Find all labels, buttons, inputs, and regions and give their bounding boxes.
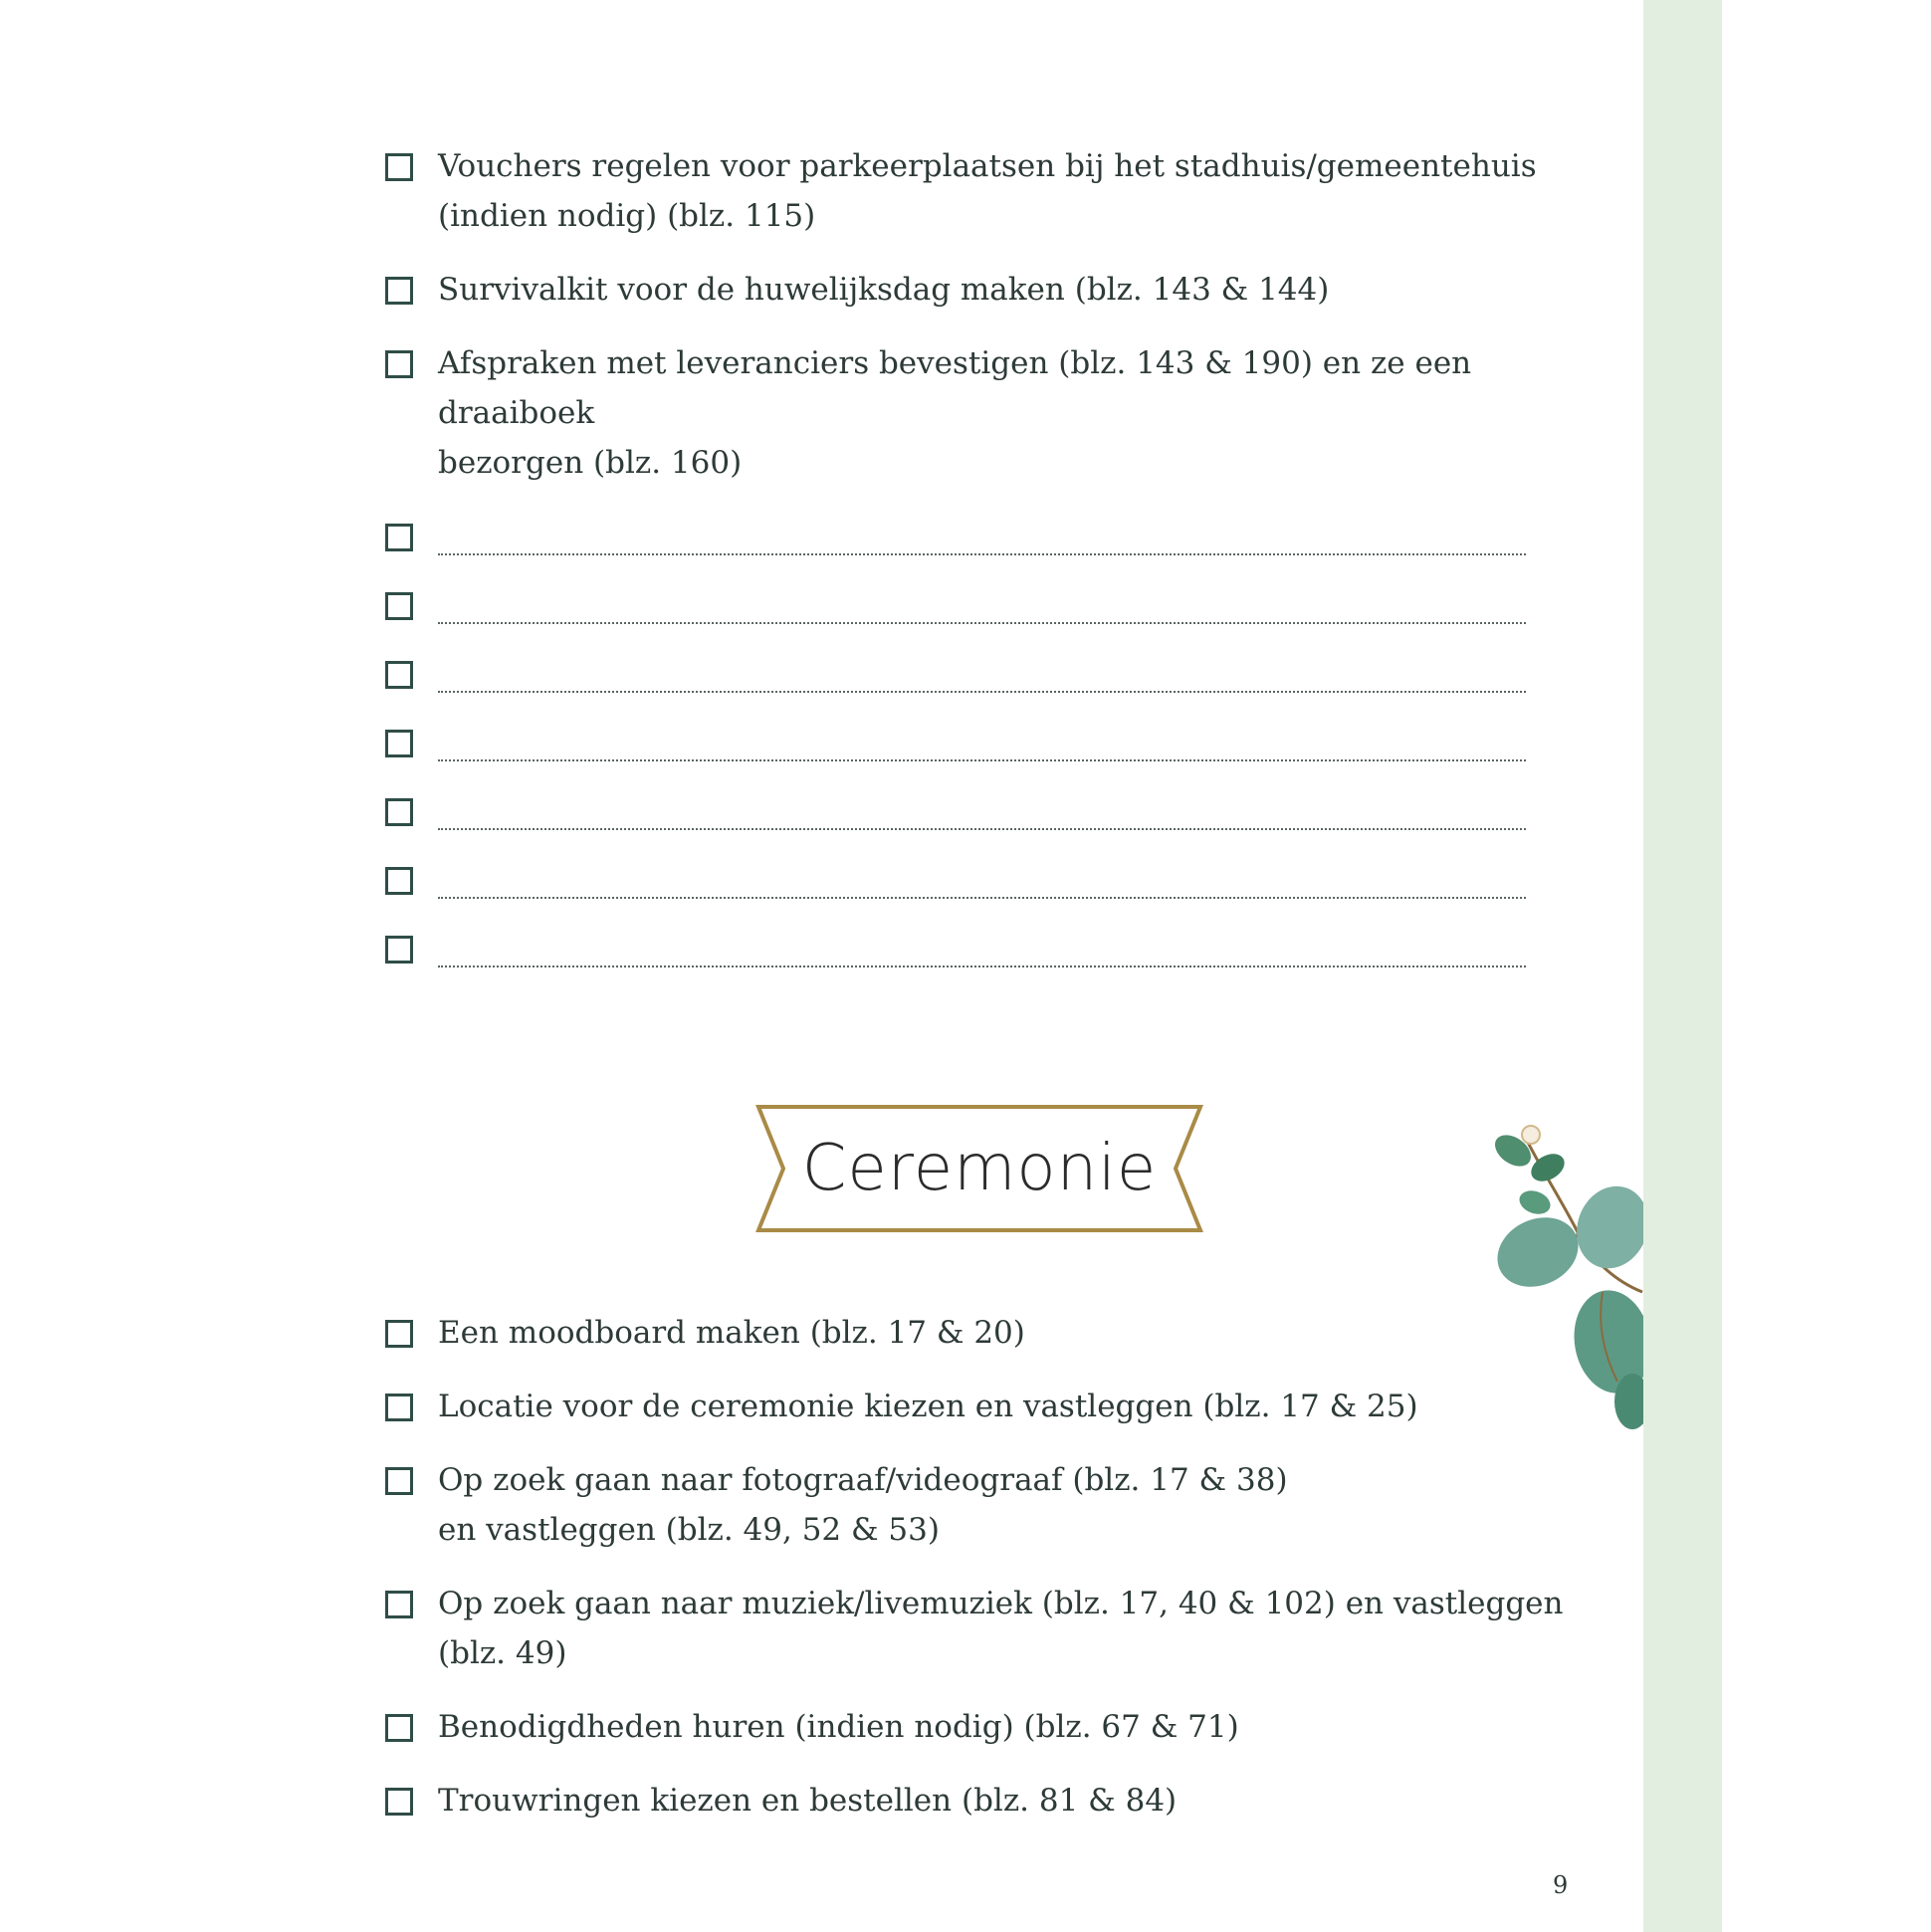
item-text	[438, 1579, 1619, 1678]
checklist-item	[385, 1702, 1619, 1752]
item-text	[438, 338, 1619, 488]
checkbox[interactable]	[385, 798, 413, 826]
blank-checklist-item	[385, 580, 1619, 624]
item-text	[438, 1382, 1418, 1431]
dotted-writing-line[interactable]	[438, 643, 1526, 693]
item-line-1: Op zoek gaan naar muziek/livemuziek (blz. 17, 40 & 102) en vastleggen (blz. 49)	[438, 1586, 1564, 1671]
checkbox[interactable]	[385, 1394, 413, 1421]
section-title: Ceremonie	[801, 1132, 1158, 1205]
item-line-2: en vastleggen (blz. 49, 52 & 53)	[438, 1512, 940, 1548]
blank-checklist-item	[385, 649, 1619, 693]
item-text	[438, 265, 1329, 315]
section-banner	[755, 1104, 1203, 1233]
item-text	[438, 1702, 1239, 1752]
item-text	[438, 1308, 1025, 1358]
blank-checklist-item	[385, 512, 1619, 555]
checkbox[interactable]	[385, 350, 413, 378]
item-line-2: (indien nodig) (blz. 115)	[438, 198, 816, 234]
blank-checklist-item	[385, 786, 1619, 830]
checkbox[interactable]	[385, 730, 413, 757]
dotted-writing-line[interactable]	[438, 780, 1526, 830]
checklist-item	[385, 265, 1619, 315]
checklist-top	[385, 141, 1619, 992]
dotted-writing-line[interactable]	[438, 849, 1526, 899]
item-text	[438, 141, 1537, 241]
item-line-1: Een moodboard maken (blz. 17 & 20)	[438, 1315, 1025, 1351]
dotted-writing-line[interactable]	[438, 574, 1526, 624]
checklist-item	[385, 1308, 1619, 1358]
blank-checklist-item	[385, 855, 1619, 899]
checklist-item	[385, 1382, 1619, 1431]
dotted-writing-line[interactable]	[438, 506, 1526, 555]
item-text	[438, 1776, 1177, 1825]
checkbox[interactable]	[385, 1714, 413, 1742]
dotted-writing-line[interactable]	[438, 918, 1526, 967]
checkbox[interactable]	[385, 661, 413, 689]
item-line-1: Vouchers regelen voor parkeerplaatsen bij het stadhuis/gemeentehuis	[438, 148, 1537, 184]
checkbox[interactable]	[385, 277, 413, 305]
side-color-band	[1643, 0, 1722, 1932]
checkbox[interactable]	[385, 1788, 413, 1816]
item-line-1: Afspraken met leveranciers bevestigen (blz. 143 & 190) en ze een draaiboek	[438, 345, 1472, 431]
checklist-ceremonie	[385, 1308, 1619, 1849]
checklist-item	[385, 338, 1619, 488]
page-number: 9	[1553, 1871, 1569, 1899]
checklist-item	[385, 1776, 1619, 1825]
blank-checklist-item	[385, 718, 1619, 761]
checkbox[interactable]	[385, 1320, 413, 1348]
checkbox[interactable]	[385, 1467, 413, 1495]
item-text	[438, 1455, 1288, 1555]
checkbox[interactable]	[385, 867, 413, 895]
blank-checklist-item	[385, 924, 1619, 967]
item-line-2: bezorgen (blz. 160)	[438, 445, 743, 481]
checkbox[interactable]	[385, 524, 413, 551]
checklist-item	[385, 141, 1619, 241]
item-line-1: Survivalkit voor de huwelijksdag maken (blz. 143 & 144)	[438, 272, 1330, 308]
checklist-item	[385, 1455, 1619, 1555]
checkbox[interactable]	[385, 153, 413, 181]
checklist-item	[385, 1579, 1619, 1678]
checkbox[interactable]	[385, 592, 413, 620]
item-line-1: Op zoek gaan naar fotograaf/videograaf (blz. 17 & 38)	[438, 1462, 1288, 1498]
checkbox[interactable]	[385, 936, 413, 964]
dotted-writing-line[interactable]	[438, 712, 1526, 761]
item-line-1: Locatie voor de ceremonie kiezen en vastleggen (blz. 17 & 25)	[438, 1389, 1418, 1424]
item-line-1: Benodigdheden huren (indien nodig) (blz. 67 & 71)	[438, 1709, 1239, 1745]
item-line-1: Trouwringen kiezen en bestellen (blz. 81 & 84)	[438, 1783, 1178, 1819]
checkbox[interactable]	[385, 1591, 413, 1618]
